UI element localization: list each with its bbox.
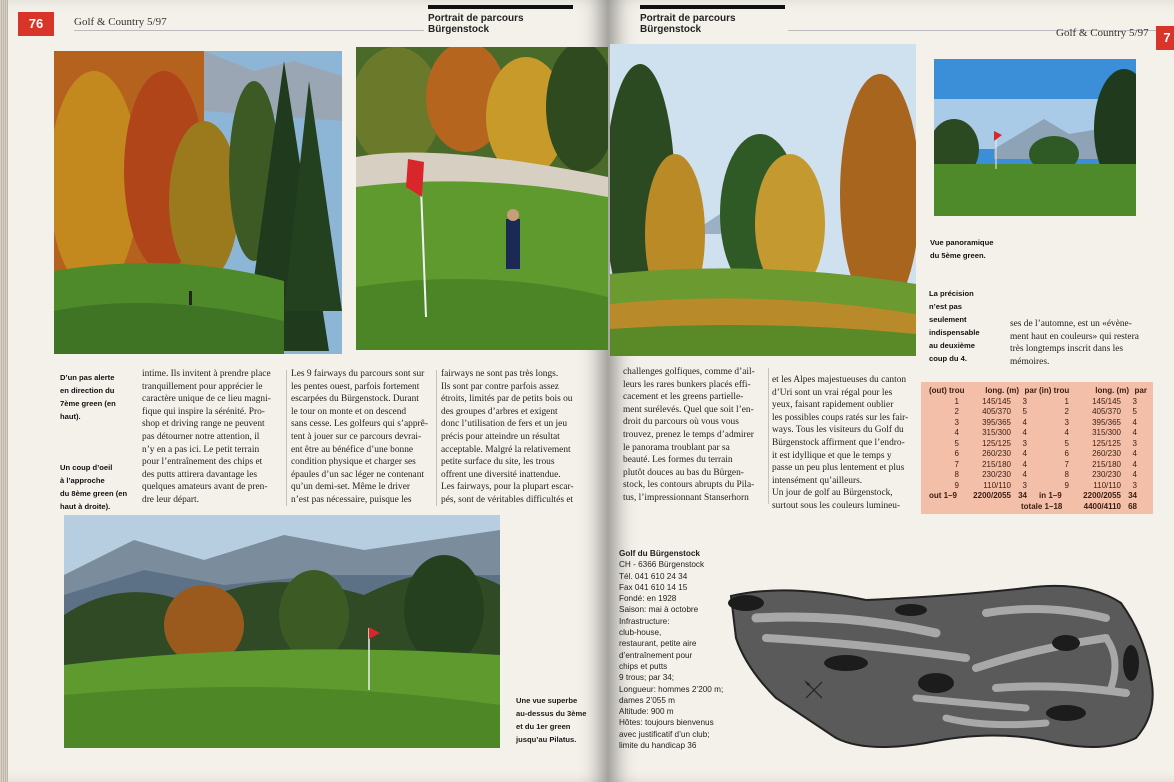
info-line: limite du handicap 36	[619, 741, 697, 751]
text-line: trouvez, prenez le temps d’admirer	[623, 429, 754, 440]
info-line: CH - 6366 Bürgenstock	[619, 560, 705, 570]
article-column-6	[1010, 318, 1150, 368]
text-line: intensément qu’ailleurs.	[772, 475, 863, 486]
table-row-grand-total	[1021, 501, 1149, 513]
scorecard-header	[1039, 386, 1149, 397]
text-line: surtout sous les couleurs lumineu-	[772, 500, 901, 511]
running-header: Golf & Country 5/97	[1056, 27, 1149, 39]
table-row-total	[929, 491, 1039, 502]
photo-autumn-fairway	[54, 51, 342, 354]
cell: 5	[1064, 438, 1069, 448]
cell: 145/145	[982, 396, 1011, 406]
text-line: fique qui inspire la sérénité. Pro-	[142, 406, 265, 417]
text-line: ses de l’automne, est un «évène-	[1010, 319, 1132, 329]
article-column-3	[441, 368, 583, 507]
running-header: Golf & Country 5/97	[74, 16, 167, 28]
info-line: Fondé: en 1928	[619, 594, 677, 604]
table-row	[929, 428, 1039, 439]
text-line: condition physique et charger ses	[291, 457, 416, 468]
text-line: Un jour de golf au Bürgenstock,	[772, 488, 893, 499]
cell: 4	[1132, 470, 1137, 479]
text-line: escarpées du Bürgenstock. Durant	[291, 394, 419, 405]
table-row	[929, 470, 1039, 481]
info-line: Infrastructure:	[619, 616, 670, 626]
section-header: Portrait de parcours Bürgenstock	[428, 5, 573, 35]
cell: 4	[1022, 470, 1027, 479]
cell: 3	[1022, 438, 1027, 448]
left-page	[8, 0, 608, 782]
cell: 2200/2055	[1083, 491, 1121, 500]
table-row	[1039, 418, 1149, 429]
cell: 4	[1022, 428, 1027, 437]
text-line: tus, l’impressionnant Stanserhorn	[623, 492, 749, 503]
text-line: le tour on monte et on descend	[291, 406, 407, 417]
table-row	[929, 439, 1039, 450]
text-line: fairways ne sont pas très longs.	[441, 369, 559, 379]
cell: 230/230	[982, 470, 1011, 479]
cell: 34	[1128, 491, 1137, 500]
text-line: qu’un demi-set. Même le driver	[291, 482, 410, 493]
table-row	[929, 418, 1039, 429]
caption-line: n’est pas	[929, 302, 962, 311]
info-line: Altitude: 900 m	[619, 707, 674, 717]
table-row	[1039, 397, 1149, 408]
info-line: club-house,	[619, 628, 662, 638]
header-cell: par	[1024, 386, 1037, 395]
cell: 4	[1022, 417, 1027, 427]
text-line: Les 9 fairways du parcours sont sur	[291, 369, 425, 379]
text-line: leurs les rares bunkers placés effi-	[623, 379, 751, 390]
text-line: yeux, faisant rapidement oublier	[772, 400, 894, 411]
cell: 5	[954, 438, 959, 448]
cell: 3	[954, 417, 959, 427]
table-row	[929, 449, 1039, 460]
text-line: petite surface du site, les trous	[441, 457, 555, 468]
photo-autumn-tree	[610, 44, 916, 356]
header-cell: (out) trou	[929, 386, 965, 395]
cell: 9	[1064, 480, 1069, 490]
caption-line: Un coup d’oeil	[60, 463, 113, 472]
caption-line: coup du 4.	[929, 354, 967, 363]
table-row-total	[1039, 491, 1149, 502]
cell: 405/370	[1092, 407, 1121, 416]
article-column-2	[291, 368, 431, 507]
column-divider	[768, 368, 769, 504]
cell: 315/300	[982, 428, 1011, 437]
caption-line: haut à droite).	[60, 502, 111, 511]
text-line: dre leur départ.	[142, 494, 200, 505]
table-row	[929, 407, 1039, 418]
info-line: Tél. 041 610 24 34	[619, 571, 688, 581]
right-page	[608, 0, 1174, 782]
text-line: les pentes ouest, parfois fortement	[291, 381, 420, 392]
cell: 315/300	[1092, 428, 1121, 437]
cell: 260/230	[1092, 449, 1121, 458]
cell: 3	[1132, 438, 1137, 448]
table-row	[1039, 449, 1149, 460]
cell: 4	[1064, 428, 1069, 437]
caption-line: Une vue superbe	[516, 696, 578, 705]
text-line: précis pour atteindre un résultat	[441, 431, 560, 442]
text-line: Les fairways, pour la plupart escar-	[441, 482, 574, 493]
cell: 4	[1132, 459, 1137, 469]
photo-5th-green	[934, 59, 1136, 216]
cell: 4	[1132, 428, 1137, 437]
photo-pilatus-view	[64, 515, 500, 748]
info-line: 9 trous; par 34;	[619, 673, 675, 683]
text-line: les possibles coups ratés sur les fair-	[772, 412, 909, 423]
cell: 2	[954, 407, 959, 416]
text-line: donc l’utilisation de fers et un jeu	[441, 419, 568, 430]
table-row	[1039, 460, 1149, 471]
cell: 6	[1064, 449, 1069, 458]
text-line: épaules d’un sac léger ne contenant	[291, 469, 425, 480]
text-line: n’y en a pas ici. Le petit terrain	[142, 444, 260, 455]
text-line: it est idyllique et que le temps y	[772, 450, 892, 461]
text-line: pas détourner notre attention, il	[142, 431, 260, 442]
text-line: ment haut en couleurs» qui restera	[1010, 331, 1139, 342]
text-line: ent être au bénéfice d’une bonne	[291, 444, 414, 455]
cell: 110/110	[1093, 480, 1121, 490]
cell: 405/370	[982, 407, 1011, 416]
text-line: des putts attirera davantage les	[142, 469, 258, 480]
cell: 5	[1022, 407, 1027, 416]
text-line: et les Alpes majestueuses du canton	[772, 375, 907, 385]
caption-line: jusqu’au Pilatus.	[516, 735, 577, 744]
header-cell: long. (m)	[1095, 386, 1129, 395]
cell: 4400/4110	[1083, 501, 1121, 511]
text-line: plutôt douces au bas du Bürgen-	[623, 467, 744, 478]
cell: 3	[1132, 480, 1137, 490]
text-line: Ils sont par contre parfois assez	[441, 381, 559, 392]
cell: out 1–9	[929, 491, 958, 500]
table-row	[1039, 407, 1149, 418]
text-line: d’Uri sont un vrai régal pour les	[772, 387, 893, 398]
cell: 6	[954, 449, 959, 458]
cell: 145/145	[1092, 396, 1121, 406]
cell: 2	[1064, 407, 1069, 416]
text-line: shop et driving range ne peuvent	[142, 419, 265, 430]
text-line: offrent une diversité inattendue.	[441, 469, 561, 480]
cell: 4	[1132, 417, 1137, 427]
cell: 1	[1064, 396, 1069, 406]
scorecard-table	[921, 382, 1153, 514]
text-line: mémoires.	[1010, 356, 1050, 367]
table-row	[1039, 470, 1149, 481]
text-line: pour l’entraînement des chips et	[142, 457, 263, 468]
text-line: tranquillement pour apprécier le	[142, 381, 263, 392]
cell: 4	[1022, 459, 1027, 469]
caption-line: 7ème green (en	[60, 399, 116, 408]
text-line: droit du parcours où vous vous	[623, 417, 739, 428]
info-line: restaurant, petite aire	[619, 639, 697, 649]
cell: 5	[1132, 407, 1137, 416]
cell: 215/180	[982, 459, 1011, 469]
article-column-1	[142, 368, 282, 507]
text-line: quelques amateurs avant de pren-	[142, 482, 268, 493]
info-line: Hôtes: toujours bienvenus	[619, 718, 714, 728]
course-map	[726, 578, 1166, 760]
table-row	[1039, 439, 1149, 450]
article-column-5	[772, 374, 914, 513]
page-number: 7	[1156, 26, 1174, 50]
table-row	[1039, 481, 1149, 492]
info-line: avec justificatif d’un club;	[619, 729, 710, 739]
cell: 3	[1022, 480, 1027, 490]
text-line: passe un peu plus lentement et plus	[772, 463, 905, 474]
scorecard-header	[929, 386, 1039, 397]
caption-line: La précision	[929, 289, 974, 298]
club-info-title: Golf du Bürgenstock	[619, 549, 700, 558]
caption-line: indispensable	[929, 328, 980, 337]
text-line: cacement et les greens partielle-	[623, 392, 744, 403]
text-line: n’est pas nécessaire, puisque les	[291, 494, 412, 505]
text-line: étroits, limités par de petits bois ou	[441, 394, 573, 405]
info-line: dames 2’055 m	[619, 695, 675, 705]
cell: 7	[954, 459, 959, 469]
caption-line: au deuxième	[929, 341, 976, 350]
text-line: ways. Tous les visiteurs du Golf du	[772, 425, 904, 436]
caption-line: seulement	[929, 315, 967, 324]
column-divider	[286, 370, 287, 506]
cell: 34	[1018, 491, 1027, 500]
article-column-4	[623, 366, 765, 505]
caption-7th-green	[60, 371, 132, 423]
text-line: sans cesse. Les golfeurs qui s’apprê-	[291, 419, 428, 430]
header-cell: (in) trou	[1039, 386, 1070, 395]
caption-8th-green	[60, 461, 134, 513]
cell: 125/125	[982, 438, 1011, 448]
page-number: 76	[18, 12, 54, 36]
text-line: très longtemps inscrit dans les	[1010, 344, 1124, 355]
caption-line: Vue panoramique	[930, 238, 994, 247]
text-line: ment surélevés. Quel que soit l’en-	[623, 404, 754, 415]
header-cell: long. (m)	[985, 386, 1019, 395]
page-edges	[0, 0, 8, 782]
text-line: des groupes d’arbres et exigent	[441, 406, 558, 417]
cell: 125/125	[1092, 438, 1121, 448]
cell: 1	[954, 396, 959, 406]
table-row	[929, 397, 1039, 408]
caption-5th-green	[930, 236, 1010, 262]
caption-line: en direction du	[60, 386, 115, 395]
caption-line: à l’approche	[60, 476, 105, 485]
text-line: Bürgenstock affirment que l’endro-	[772, 437, 905, 448]
caption-line: du 8ème green (en	[60, 489, 128, 498]
caption-precision	[929, 287, 999, 365]
cell: 68	[1128, 501, 1137, 511]
text-line: pés, sont de véritables difficultés et	[441, 494, 574, 505]
info-line: chips et putts	[619, 661, 668, 671]
caption-line: et du 1er green	[516, 722, 571, 731]
text-line: le panorama troublant par sa	[623, 442, 730, 453]
cell: 395/365	[1092, 417, 1121, 427]
cell: 4	[1132, 449, 1137, 458]
caption-line: du 5ème green.	[930, 251, 986, 260]
cell: 7	[1064, 459, 1069, 469]
section-header: Portrait de parcours Bürgenstock	[640, 5, 785, 35]
cell: 230/230	[1092, 470, 1121, 479]
text-line: tent à jouer sur ce parcours devrai-	[291, 431, 422, 442]
cell: 260/230	[982, 449, 1011, 458]
cell: 4	[954, 428, 959, 437]
caption-line: D’un pas alerte	[60, 373, 115, 382]
cell: 395/365	[982, 417, 1011, 427]
text-line: stock, les contours abrupts du Pila-	[623, 480, 755, 491]
text-line: beauté. Les formes du terrain	[623, 455, 733, 466]
header-rule	[74, 30, 424, 31]
cell: in 1–9	[1039, 491, 1062, 500]
cell: 3	[1064, 417, 1069, 427]
table-row	[1039, 428, 1149, 439]
cell: 3	[1132, 396, 1137, 406]
cell: 9	[954, 480, 959, 490]
info-line: d’entraînement pour	[619, 650, 693, 660]
column-divider	[436, 370, 437, 506]
cell: 3	[1022, 396, 1027, 406]
header-cell: par	[1134, 386, 1147, 395]
caption-line: haut).	[60, 412, 81, 421]
info-line: Saison: mai à octobre	[619, 605, 699, 615]
scorecard-in	[1021, 386, 1149, 512]
cell: 8	[1064, 470, 1069, 479]
scorecard-out	[929, 386, 1039, 502]
cell: 2200/2055	[973, 491, 1011, 500]
text-line: intime. Ils invitent à prendre place	[142, 369, 271, 379]
cell: 215/180	[1092, 459, 1121, 469]
info-line: Fax 041 610 14 15	[619, 582, 688, 592]
cell: totale 1–18	[1021, 501, 1063, 511]
cell: 4	[1022, 449, 1027, 458]
table-row	[929, 481, 1039, 492]
cell: 8	[954, 470, 959, 479]
caption-line: au-dessus du 3ème	[516, 709, 587, 718]
text-line: caractère unique de ce lieu magni-	[142, 394, 271, 405]
caption-pilatus	[516, 694, 596, 746]
cell: 110/110	[983, 480, 1011, 490]
text-line: acceptable. Malgré la relativement	[441, 444, 571, 455]
info-line: Longueur: hommes 2’200 m;	[619, 684, 724, 694]
table-row	[929, 460, 1039, 471]
photo-flag-golfer	[356, 47, 608, 350]
text-line: challenges golfiques, comme d’ail-	[623, 367, 755, 377]
